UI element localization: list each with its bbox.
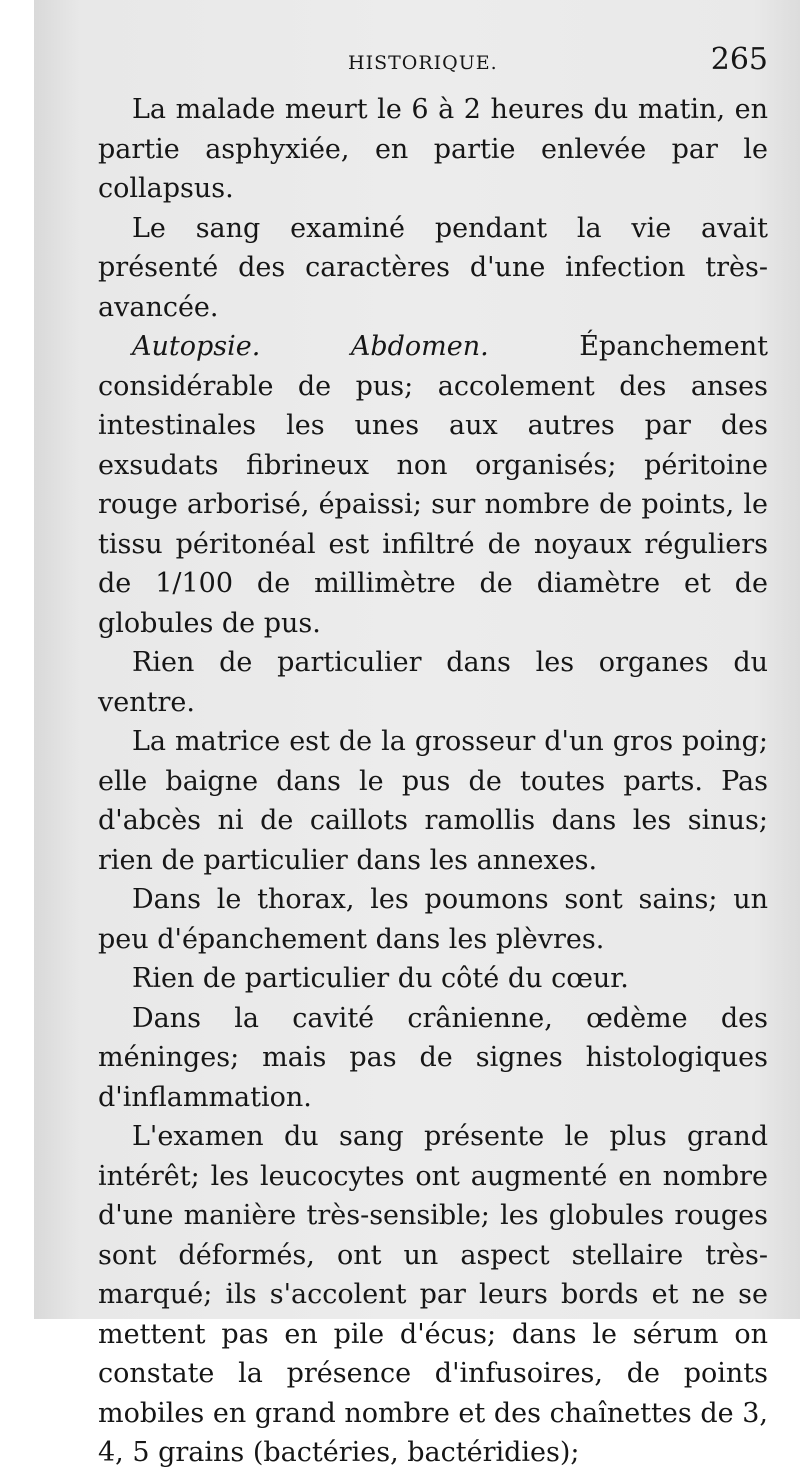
running-header — [98, 42, 768, 82]
autopsy-text: Épanchement considérable de pus; accolement des anses intestinales les unes aux autres par des exsudats fibrineux non organisés; péritoine rouge arborisé, épaissi; sur nombre de points, le tissu péritonéal est infiltré de noyaux réguliers de 1/100 de millimètre de diamètre et de globules de pus. — [98, 331, 768, 639]
page-number: 265 — [710, 42, 768, 77]
paragraph-heart: Rien de particulier du côté du cœur. — [132, 963, 629, 994]
paragraph-blood-findings: L'examen du sang présente le plus grand intérêt; les leucocytes ont augmenté en nombre d'une manière très-sensible; les globules rouges sont déformés, ont un aspect stellaire très-marqué; ils s'accolent par leurs bords et ne se mettent pas en pile d'écus; dans le sérum on constate la présence d'infusoires, de points mobiles en grand nombre et des chaînettes de 3, 4, 5 grains (bactéries, bactéridies); — [98, 1121, 768, 1468]
page-content — [98, 42, 768, 1473]
autopsy-heading: Autopsie. Abdomen. — [132, 331, 489, 362]
paragraph-death: La malade meurt le 6 à 2 heures du matin, en partie asphyxiée, en partie enlevée par le collapsus. — [98, 94, 768, 204]
paragraph-thorax: Dans le thorax, les poumons sont sains; un peu d'épanchement dans les plèvres. — [98, 884, 768, 955]
paragraph-blood-exam: Le sang examiné pendant la vie avait présenté des caractères d'une infection très-avancée. — [98, 212, 768, 323]
paragraph-cranium: Dans la cavité crânienne, œdème des méninges; mais pas de signes histologiques d'inflammation. — [98, 1002, 768, 1113]
paragraph-abdominal-organs: Rien de particulier dans les organes du ventre. — [98, 647, 768, 718]
running-title: HISTORIQUE. — [348, 52, 498, 74]
paragraph-autopsy-abdomen — [98, 327, 768, 643]
paragraph-uterus: La matrice est de la grosseur d'un gros poing; elle baigne dans le pus de toutes parts. Pas d'abcès ni de caillots ramollis dans les sinus; rien de particulier dans les annexes. — [98, 726, 768, 876]
book-page — [34, 0, 800, 1468]
